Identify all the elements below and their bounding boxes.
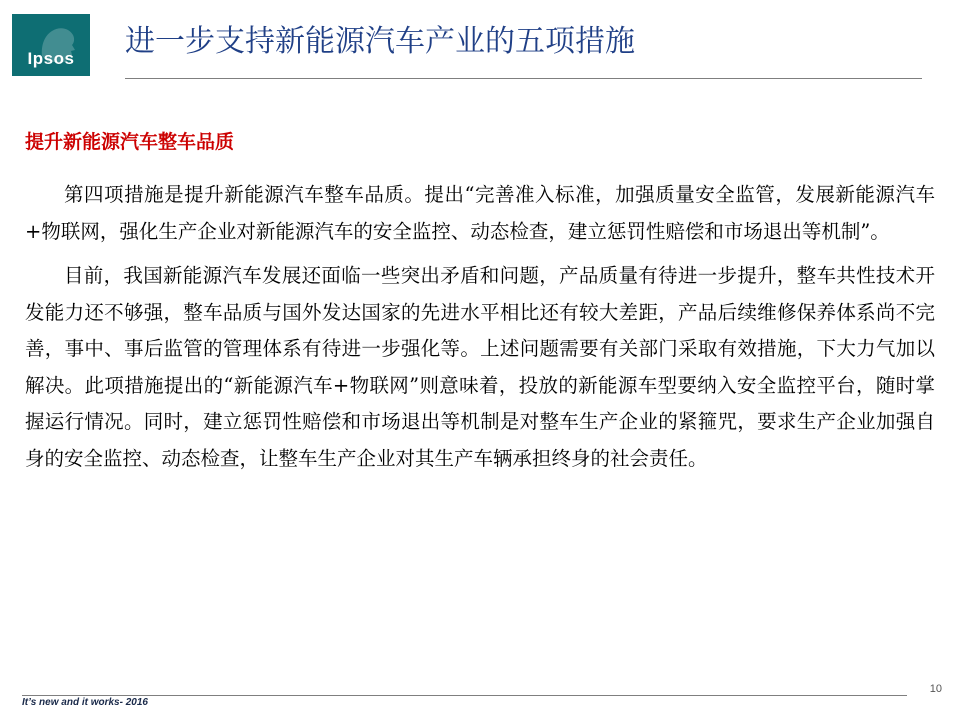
body-text <box>25 177 935 477</box>
title-divider <box>125 78 922 79</box>
paragraph-2: 目前，我国新能源汽车发展还面临一些突出矛盾和问题，产品质量有待进一步提升，整车共性技术开发能力还不够强，整车品质与国外发达国家的先进水平相比还有较大差距，产品后续维修保养体系尚不完善，事中、事后监管的管理体系有待进一步强化等。上述问题需要有关部门采取有效措施，下大力气加以解决。此项措施提出的“新能源汽车+物联网”则意味着，投放的新能源车型要纳入安全监控平台，随时掌握运行情况。同时，建立惩罚性赔偿和市场退出等机制是对整车生产企业的紧箍咒，要求生产企业加强自身的安全监控、动态检查，让整车生产企业对其生产车辆承担终身的社会责任。 <box>25 264 935 470</box>
footer-text: It’s new and it works- 2016 <box>22 697 148 708</box>
slide-title: 进一步支持新能源汽车产业的五项措施 <box>125 24 635 59</box>
paragraph-1: 第四项措施是提升新能源汽车整车品质。提出“完善准入标准，加强质量安全监管，发展新能源汽车+物联网，强化生产企业对新能源汽车的安全监控、动态检查，建立惩罚性赔偿和市场退出等机制”。 <box>25 183 935 243</box>
footer-divider <box>22 695 907 696</box>
section-heading: 提升新能源汽车整车品质 <box>25 131 235 153</box>
logo-text: Ipsos <box>27 49 75 68</box>
page-number: 10 <box>929 683 942 695</box>
ipsos-logo <box>12 14 90 76</box>
